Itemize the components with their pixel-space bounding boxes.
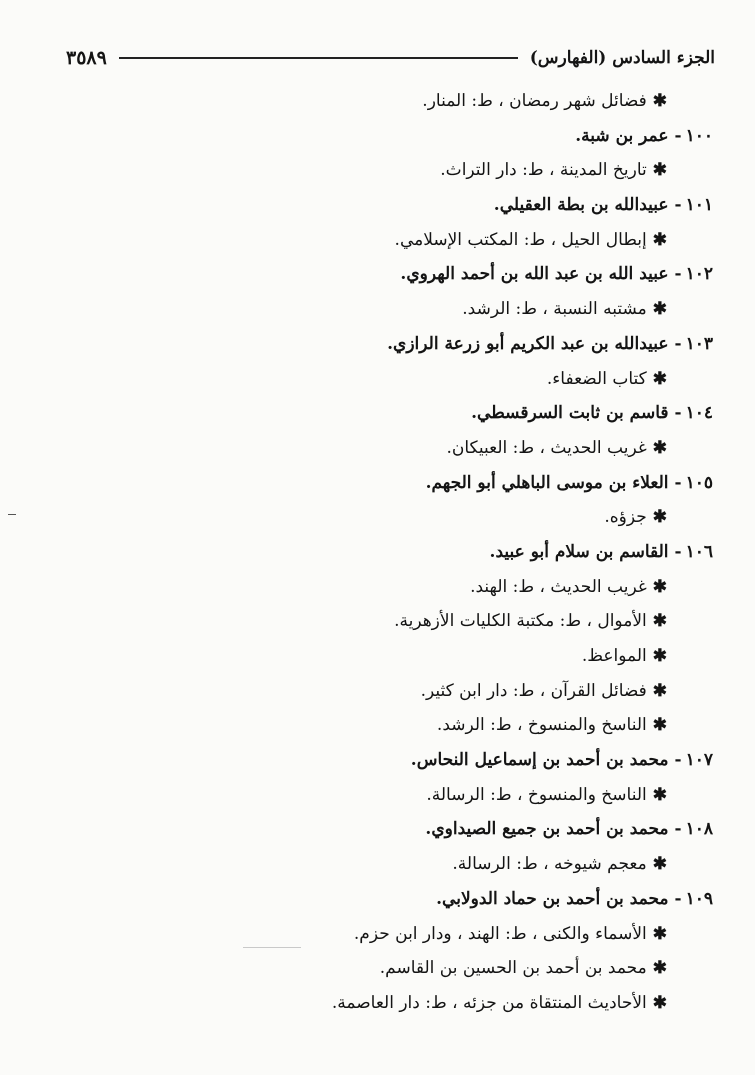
- asterisk-bullet-icon: ✱: [652, 229, 667, 250]
- author-entry: [66, 882, 713, 917]
- author-name: قاسم بن ثابت السرقسطي.: [471, 403, 669, 424]
- asterisk-bullet-icon: ✱: [652, 958, 667, 979]
- page-number: ٣٥٨٩: [66, 47, 107, 69]
- work-title: الأموال ، ط: مكتبة الكليات الأزهرية.: [394, 611, 647, 632]
- asterisk-bullet-icon: ✱: [652, 507, 667, 528]
- header-rule: [119, 57, 518, 59]
- entry-number: ١٠٢: [685, 264, 713, 285]
- entry-number: ١٠٩: [685, 888, 713, 909]
- entry-number: ١٠٧: [685, 750, 713, 771]
- author-name: محمد بن أحمد بن جميع الصيداوي.: [425, 819, 669, 840]
- entry-dash: -: [674, 750, 682, 771]
- work-title: فضائل القرآن ، ط: دار ابن كثير.: [420, 680, 647, 701]
- entry-number: ١٠٠: [685, 125, 713, 146]
- work-entry: [66, 570, 713, 605]
- work-title: محمد بن أحمد بن الحسين بن القاسم.: [379, 958, 647, 979]
- work-entry: [66, 951, 713, 986]
- author-name: عبيد الله بن عبد الله بن أحمد الهروي.: [400, 264, 669, 285]
- author-name: محمد بن أحمد بن حماد الدولابي.: [436, 888, 669, 909]
- work-entry: [66, 639, 713, 674]
- work-entry: [66, 847, 713, 882]
- work-title: غريب الحديث ، ط: العبيكان.: [446, 437, 647, 458]
- entry-dash: -: [674, 264, 682, 285]
- entry-dash: -: [674, 403, 682, 424]
- work-entry: [66, 292, 713, 327]
- author-name: محمد بن أحمد بن إسماعيل النحاس.: [410, 750, 669, 771]
- asterisk-bullet-icon: ✱: [652, 611, 667, 632]
- work-entry: [66, 674, 713, 709]
- work-title: إبطال الحيل ، ط: المكتب الإسلامي.: [394, 229, 647, 250]
- work-title: جزؤه.: [604, 507, 647, 528]
- work-entry: [66, 84, 713, 119]
- author-entry: [66, 466, 713, 501]
- index-entries: [66, 84, 713, 1021]
- entry-number: ١٠٨: [685, 819, 713, 840]
- asterisk-bullet-icon: ✱: [652, 923, 667, 944]
- asterisk-bullet-icon: ✱: [652, 784, 667, 805]
- entry-dash: -: [674, 819, 682, 840]
- entry-dash: -: [674, 541, 682, 562]
- asterisk-bullet-icon: ✱: [652, 160, 667, 181]
- work-entry: [66, 362, 713, 397]
- work-title: المواعظ.: [581, 646, 647, 666]
- asterisk-bullet-icon: ✱: [652, 646, 667, 666]
- author-entry: [66, 743, 713, 778]
- work-entry: [66, 778, 713, 813]
- work-entry: [66, 604, 713, 639]
- author-entry: [66, 257, 713, 292]
- asterisk-bullet-icon: ✱: [652, 299, 667, 320]
- author-entry: [66, 119, 713, 154]
- work-title: الأسماء والكنى ، ط: الهند ، ودار ابن حزم.: [353, 923, 647, 944]
- asterisk-bullet-icon: ✱: [652, 854, 667, 875]
- work-entry: [66, 223, 713, 258]
- work-title: مشتبه النسبة ، ط: الرشد.: [462, 299, 647, 320]
- work-title: تاريخ المدينة ، ط: دار التراث.: [440, 160, 647, 181]
- author-name: القاسم بن سلام أبو عبيد.: [489, 541, 669, 562]
- margin-mark: [8, 514, 16, 515]
- work-title: غريب الحديث ، ط: الهند.: [470, 576, 647, 597]
- running-title: الجزء السادس (الفهارس): [529, 48, 715, 68]
- asterisk-bullet-icon: ✱: [652, 680, 667, 701]
- asterisk-bullet-icon: ✱: [652, 437, 667, 458]
- work-title: فضائل شهر رمضان ، ط: المنار.: [422, 91, 647, 111]
- entry-dash: -: [674, 888, 682, 909]
- author-name: عبيدالله بن عبد الكريم أبو زرعة الرازي.: [387, 333, 669, 354]
- entry-number: ١٠٥: [685, 472, 713, 493]
- entry-number: ١٠١: [685, 195, 713, 216]
- author-name: عبيدالله بن بطة العقيلي.: [493, 195, 669, 216]
- entry-number: ١٠٦: [685, 541, 713, 562]
- work-entry: [66, 153, 713, 188]
- page-header: [66, 42, 715, 74]
- author-entry: [66, 188, 713, 223]
- entry-dash: -: [674, 472, 682, 493]
- work-title: كتاب الضعفاء.: [546, 368, 647, 389]
- faint-rule: [243, 947, 301, 948]
- work-title: الناسخ والمنسوخ ، ط: الرشد.: [436, 715, 647, 736]
- author-entry: [66, 327, 713, 362]
- author-entry: [66, 396, 713, 431]
- work-entry: [66, 986, 713, 1021]
- author-entry: [66, 812, 713, 847]
- author-name: العلاء بن موسى الباهلي أبو الجهم.: [425, 472, 669, 493]
- entry-dash: -: [674, 125, 682, 146]
- asterisk-bullet-icon: ✱: [652, 992, 667, 1013]
- author-entry: [66, 535, 713, 570]
- author-name: عمر بن شبة.: [575, 125, 669, 146]
- work-title: الأحاديث المنتقاة من جزئه ، ط: دار العاصمة.: [331, 992, 647, 1013]
- work-entry: [66, 431, 713, 466]
- work-entry: [66, 708, 713, 743]
- work-title: معجم شيوخه ، ط: الرسالة.: [452, 854, 647, 875]
- entry-dash: -: [674, 195, 682, 216]
- asterisk-bullet-icon: ✱: [652, 91, 667, 111]
- entry-number: ١٠٣: [685, 333, 713, 354]
- entry-dash: -: [674, 333, 682, 354]
- entry-number: ١٠٤: [685, 403, 713, 424]
- asterisk-bullet-icon: ✱: [652, 576, 667, 597]
- asterisk-bullet-icon: ✱: [652, 368, 667, 389]
- work-entry: [66, 500, 713, 535]
- asterisk-bullet-icon: ✱: [652, 715, 667, 736]
- work-entry: [66, 917, 713, 952]
- work-title: الناسخ والمنسوخ ، ط: الرسالة.: [426, 784, 647, 805]
